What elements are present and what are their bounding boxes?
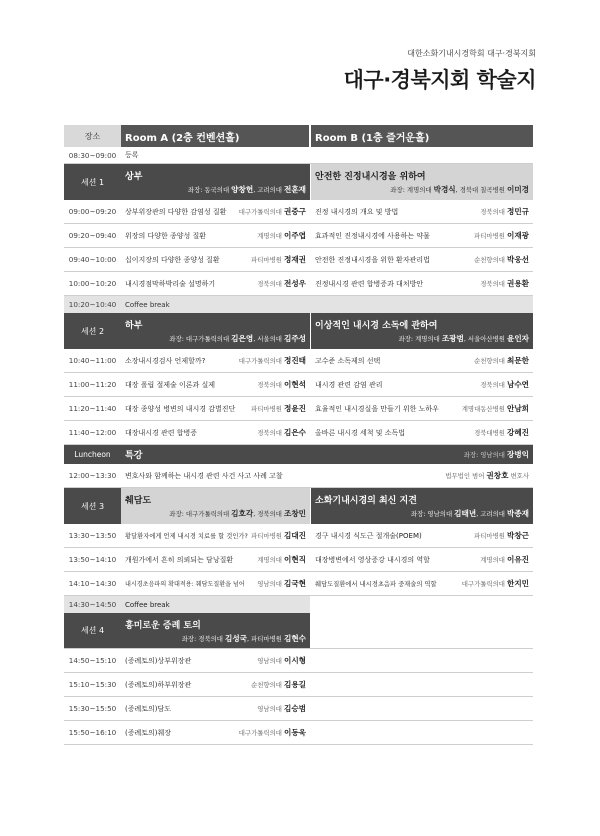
speaker: 계명대동산병원 안남희: [461, 404, 529, 413]
session-1-header: [64, 164, 533, 200]
talk-title: 개원가에서 흔히 의뢰되는 담낭질환: [125, 555, 234, 564]
session-title: 안전한 진정내시경을 위하여: [315, 172, 426, 182]
speaker: 대구가톨릭의대 한지민: [461, 579, 529, 588]
time-cell: 13:30~13:50: [64, 524, 121, 547]
talk-title: 효율적인 내시경실을 만들기 위한 노하우: [315, 404, 439, 413]
talk-title: 소장내시경검사 언제할까?: [125, 356, 206, 365]
break-label: Coffee break: [125, 300, 170, 309]
talk-title: 올바른 내시경 세척 및 소독법: [315, 428, 406, 437]
time-cell: 10:40~11:00: [64, 349, 121, 372]
session-2-header: [64, 313, 533, 349]
talk-row: [64, 697, 533, 721]
time-cell: 15:10~15:30: [64, 673, 121, 696]
time-cell: 11:20~11:40: [64, 397, 121, 420]
break-label: Coffee break: [125, 600, 170, 609]
speaker: 계명의대 이현직: [257, 555, 306, 564]
time-cell: 15:50~16:10: [64, 721, 121, 744]
session-chairs: 좌장: 영남의대 김태년, 고려의대 박종재: [410, 509, 529, 518]
talk-row: [64, 649, 533, 673]
room-a-header: Room A (2층 컨벤션홀): [121, 125, 311, 147]
time-cell: 09:00~09:20: [64, 200, 121, 223]
session-title: 특강: [125, 451, 143, 461]
time-cell: 12:00~13:30: [64, 464, 121, 487]
talk-row: [64, 721, 533, 745]
talk-title: 췌담도질환에서 내시경초음파 중재술의 역할: [315, 581, 437, 588]
talk-row: [64, 224, 533, 248]
session-4-room-a: [121, 613, 311, 648]
speaker: 순천향의대 박웅선: [474, 255, 529, 264]
speaker: 대구가톨릭의대 이동욱: [238, 728, 306, 737]
luncheon-row: [64, 445, 533, 464]
place-label: 장소: [64, 125, 121, 147]
time-cell: 11:00~11:20: [64, 373, 121, 396]
time-cell: 14:50~15:10: [64, 649, 121, 672]
time-cell: 09:40~10:00: [64, 248, 121, 271]
talk-title: 진정내시경 관련 합병증과 대처방안: [315, 279, 424, 288]
room-header-row: [64, 125, 533, 147]
talk-title: (증례토의)담도: [125, 704, 172, 713]
speaker: 계명의대 이주엽: [257, 231, 306, 240]
session-title: 췌담도: [125, 496, 152, 506]
time-cell: 10:20~10:40: [68, 300, 117, 309]
talk-title: 내시경점막하박리술 설명하기: [125, 279, 216, 288]
session-title: 하부: [125, 321, 143, 331]
talk-title: (증례토의)하부위장관: [125, 680, 192, 689]
talk-title: 위장의 다양한 종양성 질환: [125, 231, 207, 240]
session-chairs: 좌장: 대구가톨릭의대 김호각, 경북의대 조창민: [169, 509, 306, 518]
session-label: 세션 1: [64, 164, 121, 200]
talk-row: [64, 548, 533, 572]
session-label: Luncheon: [64, 445, 121, 464]
session-2-room-a: [121, 313, 311, 349]
talk-row: [64, 349, 533, 373]
talk-row: [64, 248, 533, 272]
session-chairs: 좌장: 대구가톨릭의대 김은영, 서울의대 김주성: [169, 334, 306, 343]
society-subtitle: 대한소화기내시경학회 대구·경북지회: [407, 49, 536, 58]
coffee-break-row: [64, 596, 533, 613]
speaker: 경북의대 남수연: [480, 380, 529, 389]
session-2-room-b: [311, 313, 533, 349]
speaker: 파티마병원 정윤진: [251, 404, 306, 413]
talk-title: 황달환자에게 언제 내시경 치료를 할 것인가?: [125, 533, 248, 540]
speaker: 경북대병원 강혜진: [474, 428, 529, 437]
page-title: 대구·경북지회 학술지: [343, 68, 536, 92]
session-title: 이상적인 내시경 소독에 관하여: [315, 321, 438, 331]
session-label: 세션 2: [64, 313, 121, 349]
talk-title: 내시경 관련 감염 관리: [315, 380, 383, 389]
session-3-room-b: [311, 488, 533, 524]
talk-title: 경구 내시경 식도근 절개술(POEM): [315, 531, 422, 540]
speaker: 법무법인 범어 권창호 변호사: [445, 471, 529, 480]
talk-row: [64, 524, 533, 548]
talk-title: 대장 폴립 절제술 이론과 실제: [125, 380, 216, 389]
speaker: 순천향의대 김용길: [251, 680, 306, 689]
coffee-break-row: [64, 296, 533, 313]
session-chairs: 좌장: 경북의대 김성국, 파티마병원 김현수: [181, 633, 306, 643]
time-cell: 14:30~14:50: [68, 600, 117, 609]
talk-row: [64, 464, 533, 488]
time-cell: 09:20~09:40: [64, 224, 121, 247]
talk-title: 십이지장의 다양한 종양성 질환: [125, 255, 220, 264]
talk-row: [64, 397, 533, 421]
room-b-header: Room B (1층 즐거운홀): [311, 125, 533, 147]
registration-row: [64, 147, 533, 164]
talk-row: [64, 200, 533, 224]
speaker: 경북의대 전성우: [257, 279, 306, 288]
talk-title: 효과적인 진정내시경에 사용하는 약물: [315, 231, 430, 240]
talk-title: (증례토의)췌장: [125, 728, 172, 737]
schedule-table: [64, 125, 533, 745]
session-chairs: 좌장: 계명의대 조광범, 서울아산병원 윤인자: [398, 334, 529, 343]
session-3-room-a: [121, 488, 311, 524]
session-chairs: 좌장: 계명의대 박경식, 경북대 칠곡병원 이미경: [390, 185, 529, 194]
speaker: 경북의대 김은수: [257, 428, 306, 437]
talk-title: 고수준 소독제의 선택: [315, 356, 381, 365]
speaker: 영남의대 김국현: [257, 579, 306, 588]
time-cell: 10:00~10:20: [64, 272, 121, 295]
session-4-header: [64, 613, 533, 649]
talk-title: 진정 내시경의 개요 및 방법: [315, 207, 399, 216]
talk-title: 대장내시경 관련 합병증: [125, 428, 198, 437]
speaker: 영남의대 김승범: [257, 704, 306, 713]
talk-title: 내시경초음파의 확대적용: 췌담도질환을 넘어: [125, 581, 245, 588]
talk-title: 안전한 진정내시경을 위한 환자관리법: [315, 255, 430, 264]
session-title: 상부: [125, 172, 143, 182]
speaker: 순천향의대 최문한: [474, 356, 529, 365]
time-cell: 11:40~12:00: [64, 421, 121, 444]
session-3-header: [64, 488, 533, 524]
talk-row: [64, 572, 533, 596]
session-title: 소화기내시경의 최신 지견: [315, 496, 417, 506]
speaker: 파티마병원 정재권: [251, 255, 306, 264]
speaker: 영남의대 이시형: [257, 656, 306, 665]
speaker: 파티마병원 김대진: [251, 531, 306, 540]
time-cell: 14:10~14:30: [64, 572, 121, 595]
talk-row: [64, 272, 533, 296]
session-label: 세션 4: [64, 613, 121, 648]
time-cell: 15:30~15:50: [64, 697, 121, 720]
talk-title: 대장 종양성 병변의 내시경 감별진단: [125, 404, 236, 413]
speaker: 경북의대 권용환: [480, 279, 529, 288]
speaker: 파티마병원 박창근: [474, 531, 529, 540]
talk-row: [64, 373, 533, 397]
session-title: 흥미로운 증례 토의: [125, 620, 201, 631]
speaker: 계명의대 이유진: [480, 555, 529, 564]
speaker: 경북의대 이현석: [257, 380, 306, 389]
talk-row: [64, 673, 533, 697]
speaker: 파티마병원 이재광: [474, 231, 529, 240]
talk-title: (증례토의)상부위장관: [125, 656, 192, 665]
time-cell: 13:50~14:10: [64, 548, 121, 571]
session-chairs: 좌장: 동국의대 양창헌, 고려의대 전훈재: [187, 185, 306, 194]
registration-label: 등록: [125, 151, 139, 159]
time-cell: 08:30~09:00: [68, 150, 117, 160]
session-1-room-a: [121, 164, 311, 200]
speaker: 경북의대 정민규: [480, 207, 529, 216]
talk-title: 대장병변에서 영상증강 내시경의 역할: [315, 555, 430, 564]
speaker: 대구가톨릭의대 정진태: [238, 356, 306, 365]
session-label: 세션 3: [64, 488, 121, 524]
speaker: 대구가톨릭의대 권중구: [238, 207, 306, 216]
session-1-room-b: [311, 164, 533, 200]
talk-title: 변호사와 함께하는 내시경 관련 사건 사고 사례 고찰: [125, 471, 283, 480]
session-chairs: 좌장: 영남의대 장병익: [463, 450, 529, 459]
talk-row: [64, 421, 533, 445]
talk-title: 상부위장관의 다양한 감염성 질환: [125, 207, 227, 216]
